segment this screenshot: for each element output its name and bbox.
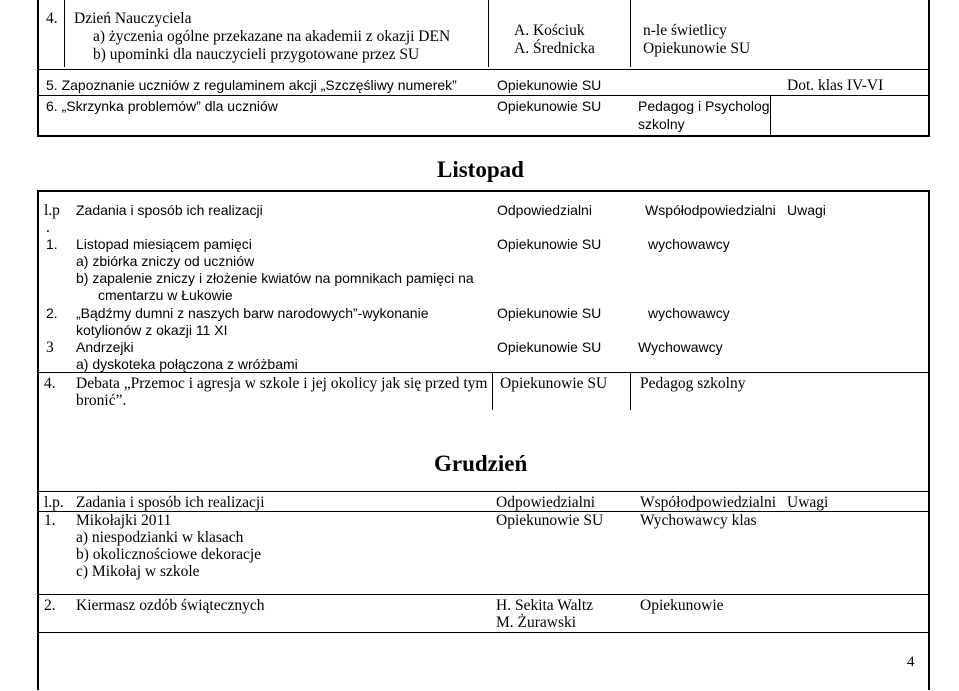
listopad-row-1-lp: 1. <box>46 236 58 252</box>
listopad-header-resp: Odpowiedzialni <box>497 202 592 218</box>
listopad-row-1-line-4: cmentarzu w Łukowie <box>98 287 233 303</box>
listopad-row-4-divider-1 <box>492 372 493 410</box>
row6-co-1: Pedagog i Psycholog <box>638 98 770 114</box>
listopad-row-1-co: wychowawcy <box>648 236 730 252</box>
listopad-row-1-line-1: Listopad miesiącem pamięci <box>76 236 252 252</box>
top-row6-divider <box>770 95 771 137</box>
grudzien-row-1-line-1: Mikołajki 2011 <box>76 512 172 529</box>
grudzien-row-rule <box>37 594 930 595</box>
row5-notes: Dot. klas IV-VI <box>787 77 884 94</box>
grudzien-header-lp: l.p. <box>44 494 64 511</box>
grudzien-header-resp: Odpowiedzialni <box>496 494 596 511</box>
listopad-heading: Listopad <box>437 157 524 182</box>
grudzien-top-rule <box>37 491 930 492</box>
listopad-row-4-lp: 4. <box>44 375 56 392</box>
listopad-row-4-co: Pedagog szkolny <box>640 375 746 392</box>
grudzien-row-2-line-1: Kiermasz ozdób świątecznych <box>76 597 265 614</box>
row6-text: 6. „Skrzynka problemów” dla uczniów <box>46 98 278 114</box>
top-row-divider-1 <box>37 69 930 70</box>
listopad-row-2-line-2: kotylionów z okazji 11 XI <box>76 322 228 338</box>
listopad-row-2-co: wychowawcy <box>648 305 730 321</box>
row4-item-a: a) życzenia ogólne przekazane na akademii z okazji DEN <box>93 28 451 45</box>
listopad-row-2-resp: Opiekunowie SU <box>497 305 602 321</box>
grudzien-row-2-lp: 2. <box>44 597 56 614</box>
row5-text: 5. Zapoznanie uczniów z regulaminem akcji „Szczęśliwy numerek” <box>46 77 457 93</box>
grudzien-row-1-line-2: a) niespodzianki w klasach <box>76 529 244 546</box>
grudzien-heading: Grudzień <box>434 451 528 476</box>
grudzien-bottom-rule <box>37 632 930 633</box>
listopad-row-2-lp: 2. <box>46 305 58 321</box>
listopad-row-1-line-2: a) zbiórka zniczy od uczniów <box>76 253 255 269</box>
listopad-row-4-top-rule <box>37 372 930 373</box>
grudzien-header-co: Współodpowiedzialni <box>640 494 777 511</box>
listopad-header-lp-dot: . <box>46 219 50 236</box>
grudzien-row-1-line-4: c) Mikołaj w szkole <box>76 563 200 580</box>
listopad-row-3-co: Wychowawcy <box>638 339 723 355</box>
grudzien-row-1-resp: Opiekunowie SU <box>496 512 604 529</box>
row4-co-2: Opiekunowie SU <box>643 40 751 57</box>
listopad-row-2-line-1: „Bądźmy dumni z naszych barw narodowych”-wykonanie <box>76 305 429 321</box>
row4-item-b: b) upominki dla nauczycieli przygotowane przez SU <box>93 46 420 63</box>
listopad-header-lp: l.p <box>44 202 60 219</box>
top-co-divider <box>630 0 631 67</box>
row4-title: Dzień Nauczyciela <box>74 10 192 27</box>
grudzien-row-1-co: Wychowawcy klas <box>640 512 757 529</box>
listopad-row-1-line-3: b) zapalenie zniczy i złożenie kwiatów na pomnikach pamięci na <box>76 270 474 286</box>
row4-co-1: n-le świetlicy <box>643 22 727 39</box>
grudzien-row-2-resp-2: M. Żurawski <box>496 614 577 631</box>
listopad-row-4-divider-2 <box>630 372 631 410</box>
listopad-row-4-line-1: Debata „Przemoc i agresja w szkole i jej okolicy jak się przed tym <box>76 375 488 392</box>
grudzien-row-2-resp-1: H. Sekita Waltz <box>496 597 594 614</box>
grudzien-row-1-lp: 1. <box>44 512 56 529</box>
listopad-row-4-resp: Opiekunowie SU <box>500 375 608 392</box>
row4-lp: 4. <box>46 10 58 27</box>
row6-resp: Opiekunowie SU <box>497 98 602 114</box>
page-number: 4 <box>907 654 915 670</box>
row4-resp-1: A. Kościuk <box>514 22 585 39</box>
listopad-row-3-line-1: Andrzejki <box>76 339 134 355</box>
grudzien-row-1-line-3: b) okolicznościowe dekoracje <box>76 546 262 563</box>
grudzien-header-tasks: Zadania i sposób ich realizacji <box>76 494 265 511</box>
listopad-header-co: Współodpowiedzialni <box>645 202 776 218</box>
listopad-row-1-resp: Opiekunowie SU <box>497 236 602 252</box>
top-lp-divider <box>64 0 65 67</box>
listopad-header-tasks: Zadania i sposób ich realizacji <box>76 202 263 218</box>
top-row-divider-2 <box>37 95 930 96</box>
row4-resp-2: A. Średnicka <box>514 40 595 57</box>
listopad-row-4-line-2: bronić”. <box>76 392 127 409</box>
row6-co-2: szkolny <box>638 116 685 132</box>
grudzien-row-2-co: Opiekunowie <box>640 597 724 614</box>
listopad-row-3-lp: 3 <box>46 339 54 356</box>
row5-resp: Opiekunowie SU <box>497 77 602 93</box>
grudzien-header-notes: Uwagi <box>787 494 829 511</box>
listopad-row-3-line-2: a) dyskoteka połączona z wróżbami <box>76 356 298 372</box>
top-resp-divider <box>488 0 489 67</box>
listopad-header-notes: Uwagi <box>787 202 826 218</box>
listopad-row-3-resp: Opiekunowie SU <box>497 339 602 355</box>
